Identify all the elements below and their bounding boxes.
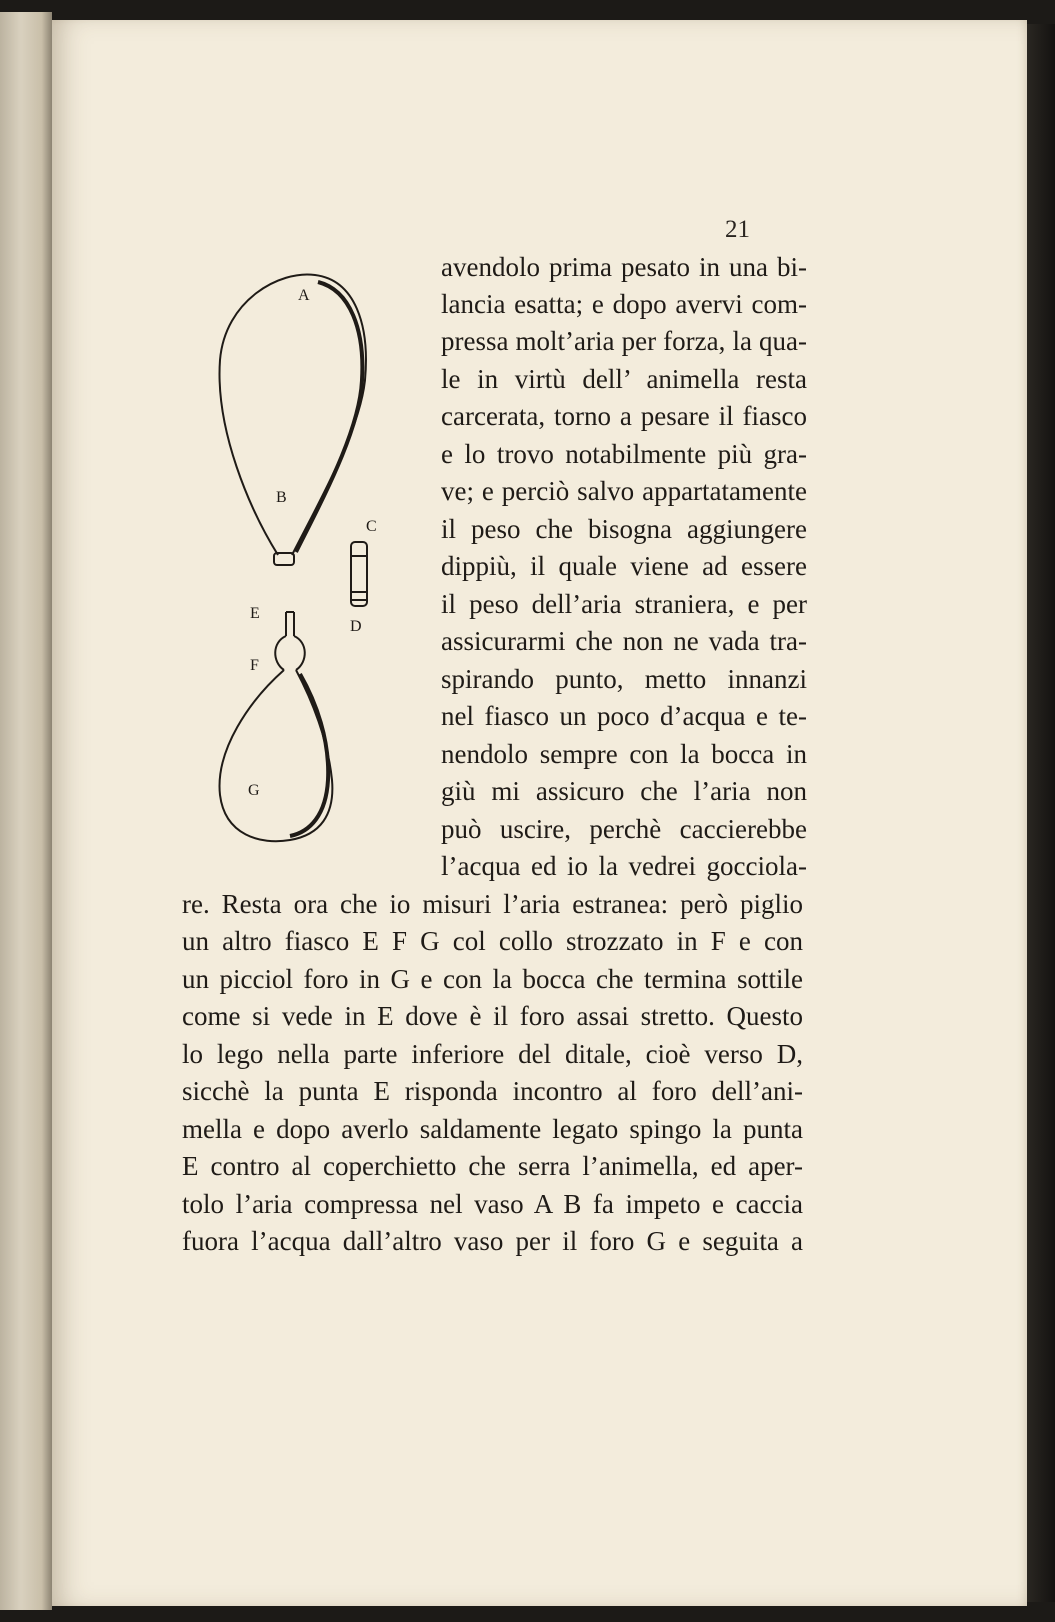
text-line: l’acqua ed io la vedrei gocciola- [441, 851, 807, 881]
text-line: carcerata, torno a pesare il fiasco [441, 401, 807, 431]
figure-label-d: D [350, 618, 362, 635]
text-line: giù mi assicuro che l’aria non [441, 776, 807, 806]
text-line: il peso che bisogna aggiungere [441, 514, 807, 544]
text-line: ve; e perciò salvo appartatamente [441, 476, 807, 506]
text-line: un picciol foro in G e con la bocca che termina sottile [182, 964, 803, 994]
text-line: E contro al coperchietto che serra l’animella, ed aper- [182, 1151, 803, 1181]
figure-label-a: A [298, 287, 310, 304]
flask-e-f-g-neck [275, 636, 305, 670]
book-cover-edge [1027, 24, 1055, 1602]
text-line: dippiù, il quale viene ad essere [441, 551, 807, 581]
text-line: lo lego nella parte inferiore del ditale, cioè verso D, [182, 1039, 803, 1069]
text-line: assicurarmi che non ne vada tra- [441, 626, 807, 656]
text-line: lancia esatta; e dopo avervi com- [441, 289, 807, 319]
text-line: sicchè la punta E risponda incontro al foro dell’ani- [182, 1076, 803, 1106]
thimble-c-d [351, 542, 367, 606]
flask-illustration [210, 270, 430, 880]
text-line: e lo trovo notabilmente più gra- [441, 439, 807, 469]
text-line: re. Resta ora che io misuri l’aria estranea: però piglio [182, 889, 803, 919]
left-page-edge [0, 12, 52, 1610]
text-line: le in virtù dell’ animella resta [441, 364, 807, 394]
flask-e-f-g-spout [286, 612, 294, 636]
text-line: nel fiasco un poco d’acqua e te- [441, 701, 807, 731]
text-line: nendolo sempre con la bocca in [441, 739, 807, 769]
flask-a-b-inner-wall [296, 282, 362, 552]
text-line: spirando punto, metto innanzi [441, 664, 807, 694]
text-line: il peso dell’aria straniera, e per [441, 589, 807, 619]
text-line: pressa molt’aria per forza, la qua- [441, 326, 807, 356]
figure-label-c: C [366, 518, 377, 535]
text-line: come si vede in E dove è il foro assai stretto. Questo [182, 1001, 803, 1031]
flask-a-b-outline [220, 274, 366, 555]
text-line: può uscire, perchè caccierebbe [441, 814, 807, 844]
text-line: avendolo prima pesato in una bi- [441, 252, 807, 282]
flask-e-f-g-body [220, 670, 333, 841]
page-number: 21 [725, 216, 750, 243]
figure-label-b: B [276, 489, 287, 506]
text-line: un altro fiasco E F G col collo strozzato in F e con [182, 926, 803, 956]
figure-label-e: E [250, 605, 260, 622]
text-line: mella e dopo averlo saldamente legato spingo la punta [182, 1114, 803, 1144]
figure-label-f: F [250, 657, 259, 674]
figure-label-g: G [248, 782, 260, 799]
text-line: tolo l’aria compressa nel vaso A B fa impeto e caccia [182, 1189, 803, 1219]
text-line: fuora l’acqua dall’altro vaso per il foro G e seguita a [182, 1226, 803, 1256]
